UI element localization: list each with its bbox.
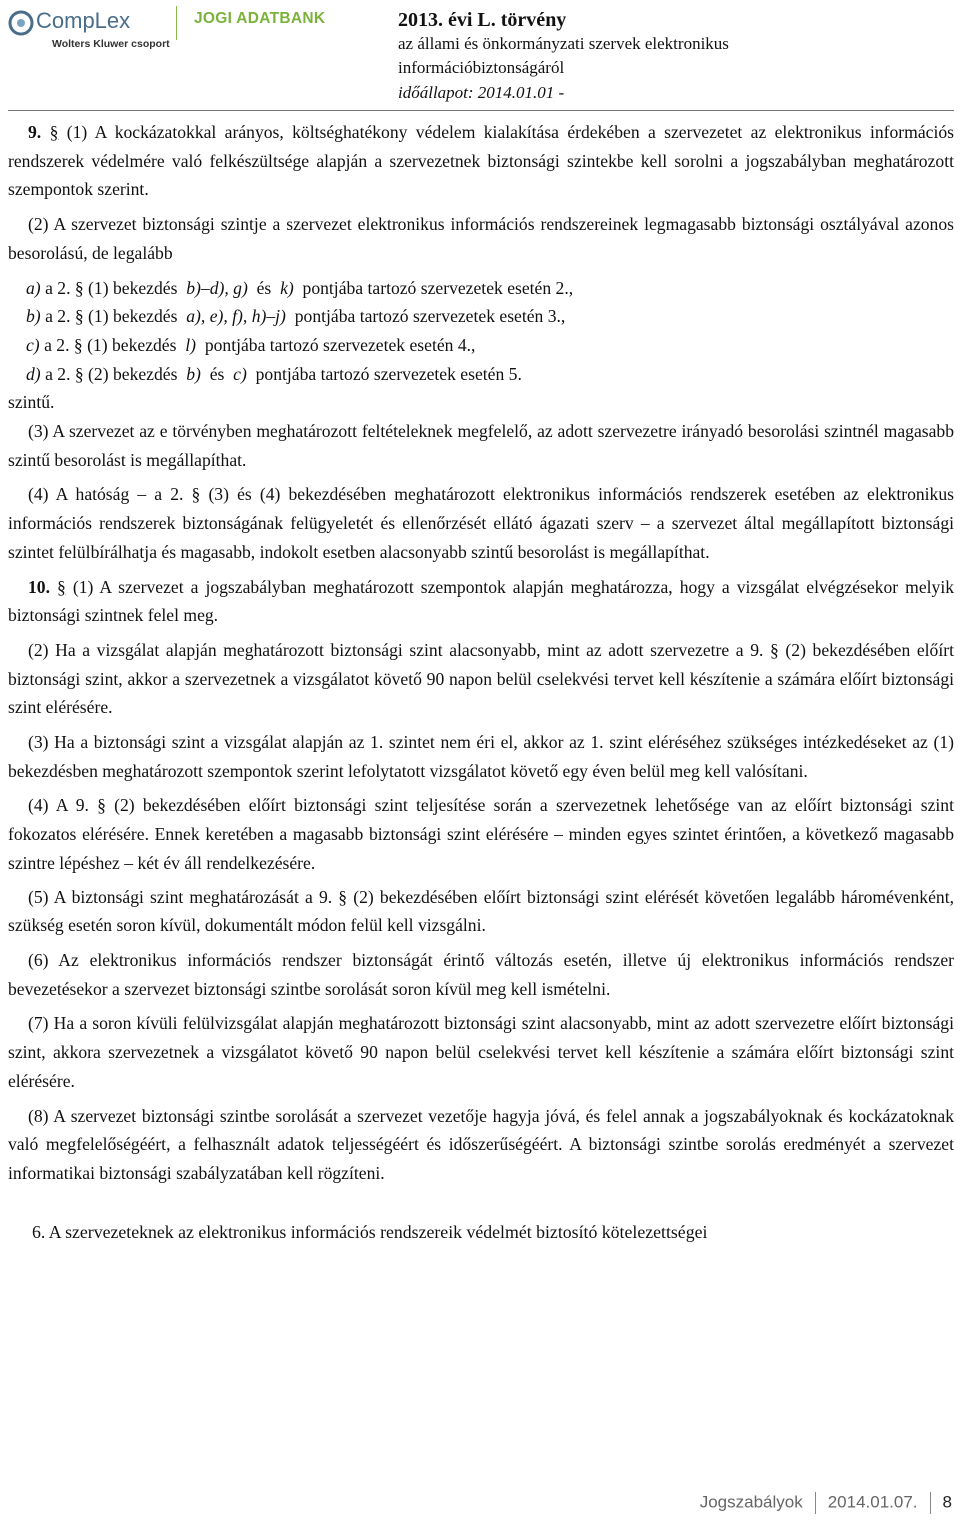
footer-separator bbox=[815, 1492, 816, 1514]
section-10-sign-link[interactable]: § bbox=[57, 576, 66, 597]
section-9-sign-link[interactable]: § bbox=[49, 122, 59, 142]
section-10-para-3: (3) Ha a biztonsági szint a vizsgálat alapján az 1. szintet nem éri el, akkor az 1. szint eléréséhez szükséges intézkedéseket az (1) bekezdésben meghatározott szempontok szerint lefolytatott vizsgálatot követő egy éven belül meg kell valósítani. bbox=[8, 732, 954, 781]
section-10-para-6: (6) Az elektronikus információs rendszer biztonságát érintő változás esetén, illetve új elektronikus információs rendszer bevezetésekor a szervezet biztonsági szintbe sorolását soron kívül meg kell ismételni. bbox=[8, 949, 954, 999]
section-10-para-2: (2) Ha a vizsgálat alapján meghatározott biztonsági szint alacsonyabb, mint az adott szervezetre a 9. § (2) bekezdésében előírt biztonsági szint, akkor a szervezetnek a vizsgálatot követő 90 napon belül cselekvési tervet kell készítenie a számára előírt biztonsági szint elérésére. bbox=[8, 639, 954, 718]
section-9-para-2-tail: szintű. bbox=[8, 392, 55, 413]
complex-logo-word: CompLex bbox=[36, 8, 131, 33]
section-10-para-1-text: (1) A szervezet a jogszabályban meghatározott szempontok alapján meghatározza, hogy a vizsgálat elvégzésekor melyik biztonsági szintnek felel meg. bbox=[8, 576, 955, 626]
section-9-point-c: c) a 2. § (1) bekezdés l) pontjába tartozó szervezetek esetén 4., bbox=[26, 334, 476, 355]
section-9-para-3: (3) A szervezet az e törvényben meghatározott feltételeknek megfelelő, az adott szervezetre irányadó besorolási szintnél magasabb szintű besorolást is megállapíthat. bbox=[8, 421, 954, 470]
state-date: időállapot: 2014.01.01 - bbox=[398, 83, 565, 102]
section-9-para-1-text: (1) A kockázatokkal arányos, költséghatékony védelem kialakítása érdekében a szervezetet az elektronikus információs rendszerek védelmére való felkészültsége alapján a szervezetnek biztonsági szintekbe kell sorolni a jogszabályban meghatározott szempontok szerint. bbox=[8, 122, 954, 200]
header-rule bbox=[8, 110, 954, 111]
footer-date: 2014.01.07. bbox=[827, 1492, 918, 1512]
section-10-para-7: (7) Ha a soron kívüli felülvizsgálat alapján meghatározott biztonsági szint alacsonyabb, mint az adott szervezetre előírt biztonsági szint, akkora szervezetnek a vizsgálatot követő 90 napon belül cselekvési tervet kell készítenie a számára előírt biztonsági szint elérésére. bbox=[8, 1013, 954, 1091]
page-number: 8 bbox=[942, 1492, 952, 1512]
law-title: 2013. évi L. törvény bbox=[398, 9, 567, 31]
section-9-number: 9. bbox=[28, 122, 42, 142]
section-9-point-d: d) a 2. § (2) bekezdés b) és c) pontjába tartozó szervezetek esetén 5. bbox=[26, 363, 522, 384]
section-9-para-1 bbox=[8, 118, 954, 204]
section-9-para-4: (4) A hatóság – a 2. § (3) és (4) bekezdésében meghatározott elektronikus információs rendszerek esetében az elektronikus információs rendszerek biztonságának felügyeletét és ellenőrzését ellátó ágazati szerv – a szervezet által megállapított biztonsági szintet felülbírálhatja és magasabb, indokolt esetben alacsonyabb szintű besorolást is megállapíthat. bbox=[8, 484, 954, 562]
section-9-point-a: a) a 2. § (1) bekezdés b)–d), g) és k) pontjába tartozó szervezetek esetén 2., bbox=[26, 277, 574, 298]
section-10-para-4: (4) A 9. § (2) bekezdésében előírt biztonsági szint teljesítése során a szervezetnek lehetősége van az előírt biztonsági szint fokozatos elérésére. Ennek keretében a magasabb biztonsági szint elérésére – minden egyes szintet érintően, a következő magasabb szintre lépéshez – két év áll rendelkezésére. bbox=[8, 795, 954, 873]
complex-logo-icon bbox=[8, 10, 34, 36]
page-header bbox=[0, 0, 960, 110]
law-header-info bbox=[398, 8, 958, 106]
jogi-adatbank-logo: JOGI ADATBANK bbox=[194, 10, 326, 27]
document-body bbox=[8, 118, 954, 1246]
footer-label: Jogszabályok bbox=[699, 1492, 803, 1512]
section-10-para-5: (5) A biztonsági szint meghatározását a 9. § (2) bekezdésében előírt biztonsági szint elérését követően legalább háromévenként, szükség esetén soron kívül, dokumentált módon felül kell vizsgálni. bbox=[8, 886, 954, 936]
complex-logo bbox=[8, 8, 168, 54]
section-9-para-2: (2) A szervezet biztonsági szintje a szervezet elektronikus információs rendszereinek legmagasabb biztonsági osztályával azonos besorolású, de legalább bbox=[8, 214, 954, 263]
law-subtitle-line-2: információbiztonságáról bbox=[398, 58, 565, 77]
section-10-para-1 bbox=[8, 573, 954, 630]
section-9-point-b: b) a 2. § (1) bekezdés a), e), f), h)–j) pontjába tartozó szervezetek esetén 3., bbox=[26, 306, 566, 327]
page-footer bbox=[0, 1492, 952, 1514]
header-divider bbox=[176, 6, 177, 40]
section-10-para-8: (8) A szervezet biztonsági szintbe sorolását a szervezet vezetője hagyja jóvá, és felel annak a jogszabályoknak és kockázatoknak való megfelelőségéért, a felhasznált adatok teljességéért és időszerűségéért. A biztonsági szintbe sorolás eredményét a szervezet informatikai biztonsági szabályzatában kell rögzíteni. bbox=[8, 1105, 954, 1183]
complex-logo-subtitle: Wolters Kluwer csoport bbox=[52, 38, 170, 50]
footer-separator-2 bbox=[930, 1492, 931, 1514]
chapter-heading: 6. A szervezeteknek az elektronikus információs rendszereik védelmét biztosító kötelezettségei bbox=[32, 1221, 708, 1242]
section-10-number: 10. bbox=[28, 576, 50, 597]
law-subtitle-line-1: az állami és önkormányzati szervek elektronikus bbox=[398, 34, 729, 53]
